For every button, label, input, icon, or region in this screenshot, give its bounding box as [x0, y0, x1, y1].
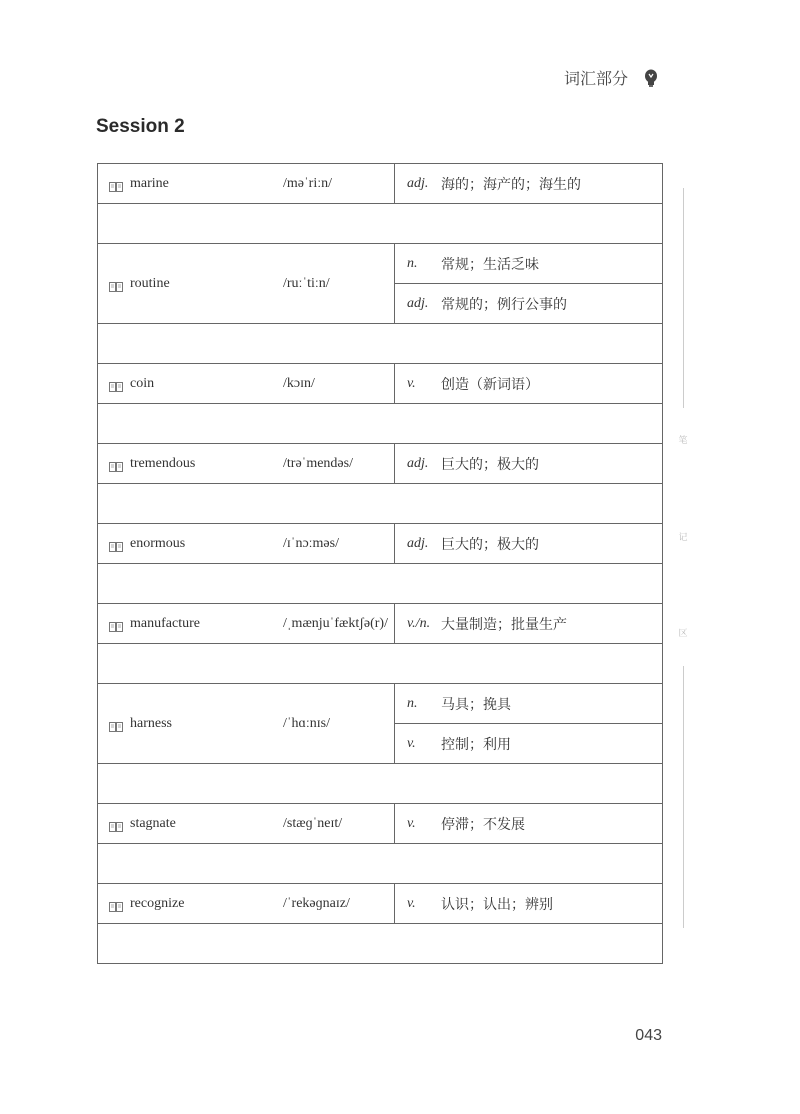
- definition-meaning: 马具；挽具: [441, 695, 511, 712]
- vocab-word: harness: [130, 715, 172, 731]
- book-icon: [109, 539, 123, 549]
- blank-note-cell[interactable]: [98, 484, 663, 524]
- vocab-phonetic: /ˈrekəɡnaɪz/: [283, 895, 350, 911]
- book-icon: [109, 459, 123, 469]
- vocab-word: enormous: [130, 535, 186, 551]
- vocab-phonetic: /stæɡˈneɪt/: [283, 815, 343, 831]
- word-cell: [98, 684, 395, 764]
- definition-cell: [395, 284, 663, 324]
- blank-note-row: [98, 484, 663, 524]
- vocab-row: [98, 364, 663, 404]
- blank-note-row: [98, 564, 663, 604]
- word-cell: [98, 444, 395, 484]
- vocab-phonetic: /ɪˈnɔːməs/: [283, 535, 339, 551]
- note-char: 笔: [678, 435, 688, 445]
- blank-note-row: [98, 644, 663, 684]
- definition-cell: [395, 804, 663, 844]
- blank-note-cell[interactable]: [98, 764, 663, 804]
- note-divider: [683, 666, 684, 928]
- definition-cell: [395, 724, 663, 764]
- vocab-row: [98, 884, 663, 924]
- note-char: 区: [678, 628, 688, 638]
- vocab-word: manufacture: [130, 615, 200, 631]
- vocab-phonetic: /trəˈmendəs/: [283, 455, 353, 471]
- definition-meaning: 巨大的；极大的: [441, 455, 539, 472]
- part-of-speech: adj.: [407, 535, 429, 551]
- definition-cell: [395, 684, 663, 724]
- note-char: 记: [678, 532, 688, 542]
- part-of-speech: v.: [407, 375, 416, 391]
- definition-meaning: 常规；生活乏味: [441, 255, 539, 272]
- bulb-icon: [644, 69, 658, 87]
- book-icon: [109, 179, 123, 189]
- page-number: 043: [635, 1027, 662, 1044]
- blank-note-cell[interactable]: [98, 644, 663, 684]
- book-icon: [109, 899, 123, 909]
- vocab-row: [98, 804, 663, 844]
- definition-cell: [395, 164, 663, 204]
- vocab-row: [98, 524, 663, 564]
- vocab-row: [98, 164, 663, 204]
- vocab-word: recognize: [130, 895, 185, 911]
- vocab-phonetic: /məˈriːn/: [283, 175, 332, 191]
- word-cell: [98, 884, 395, 924]
- definition-meaning: 认识；认出；辨别: [441, 895, 553, 912]
- word-cell: [98, 604, 395, 644]
- definition-meaning: 海的；海产的；海生的: [441, 175, 581, 192]
- part-of-speech: adj.: [407, 455, 429, 471]
- part-of-speech: adj.: [407, 175, 429, 191]
- session-title: Session 2: [96, 116, 185, 137]
- vocab-phonetic: /ruːˈtiːn/: [283, 275, 330, 291]
- definition-cell: [395, 884, 663, 924]
- blank-note-cell[interactable]: [98, 324, 663, 364]
- book-icon: [109, 379, 123, 389]
- part-of-speech: v./n.: [407, 615, 431, 631]
- section-header: [564, 66, 658, 89]
- blank-note-row: [98, 204, 663, 244]
- word-cell: [98, 524, 395, 564]
- blank-note-row: [98, 844, 663, 884]
- part-of-speech: n.: [407, 255, 418, 271]
- blank-note-row: [98, 924, 663, 964]
- definition-meaning: 大量制造；批量生产: [441, 615, 567, 632]
- vocab-row: [98, 684, 663, 724]
- blank-note-cell[interactable]: [98, 564, 663, 604]
- book-icon: [109, 619, 123, 629]
- book-icon: [109, 819, 123, 829]
- blank-note-cell[interactable]: [98, 404, 663, 444]
- vocab-word: marine: [130, 175, 169, 191]
- part-of-speech: n.: [407, 695, 418, 711]
- definition-cell: [395, 444, 663, 484]
- part-of-speech: v.: [407, 735, 416, 751]
- blank-note-cell[interactable]: [98, 204, 663, 244]
- blank-note-row: [98, 404, 663, 444]
- blank-note-row: [98, 764, 663, 804]
- vocab-row: [98, 444, 663, 484]
- part-of-speech: v.: [407, 895, 416, 911]
- part-of-speech: adj.: [407, 295, 429, 311]
- book-icon: [109, 719, 123, 729]
- blank-note-cell[interactable]: [98, 844, 663, 884]
- word-cell: [98, 804, 395, 844]
- word-cell: [98, 244, 395, 324]
- vocab-row: [98, 244, 663, 284]
- definition-cell: [395, 364, 663, 404]
- word-cell: [98, 364, 395, 404]
- definition-meaning: 巨大的；极大的: [441, 535, 539, 552]
- vocab-word: stagnate: [130, 815, 176, 831]
- definition-cell: [395, 604, 663, 644]
- vocab-phonetic: /ˈhɑːnɪs/: [283, 715, 330, 731]
- blank-note-row: [98, 324, 663, 364]
- blank-note-cell[interactable]: [98, 924, 663, 964]
- definition-cell: [395, 244, 663, 284]
- vocab-word: coin: [130, 375, 155, 391]
- definition-meaning: 创造（新词语）: [441, 375, 539, 392]
- definition-meaning: 控制；利用: [441, 735, 511, 752]
- book-icon: [109, 279, 123, 289]
- vocab-phonetic: /kɔɪn/: [283, 375, 315, 391]
- definition-meaning: 常规的；例行公事的: [441, 295, 567, 312]
- part-of-speech: v.: [407, 815, 416, 831]
- word-cell: [98, 164, 395, 204]
- vocab-table: [97, 163, 663, 964]
- note-divider: [683, 188, 684, 408]
- vocab-row: [98, 604, 663, 644]
- note-area: [674, 188, 694, 928]
- definition-meaning: 停滞；不发展: [441, 815, 525, 832]
- vocab-word: tremendous: [130, 455, 196, 471]
- vocab-phonetic: /ˌmænjuˈfæktʃə(r)/: [283, 615, 388, 631]
- section-title: 词汇部分: [563, 71, 628, 88]
- vocab-word: routine: [130, 275, 170, 291]
- definition-cell: [395, 524, 663, 564]
